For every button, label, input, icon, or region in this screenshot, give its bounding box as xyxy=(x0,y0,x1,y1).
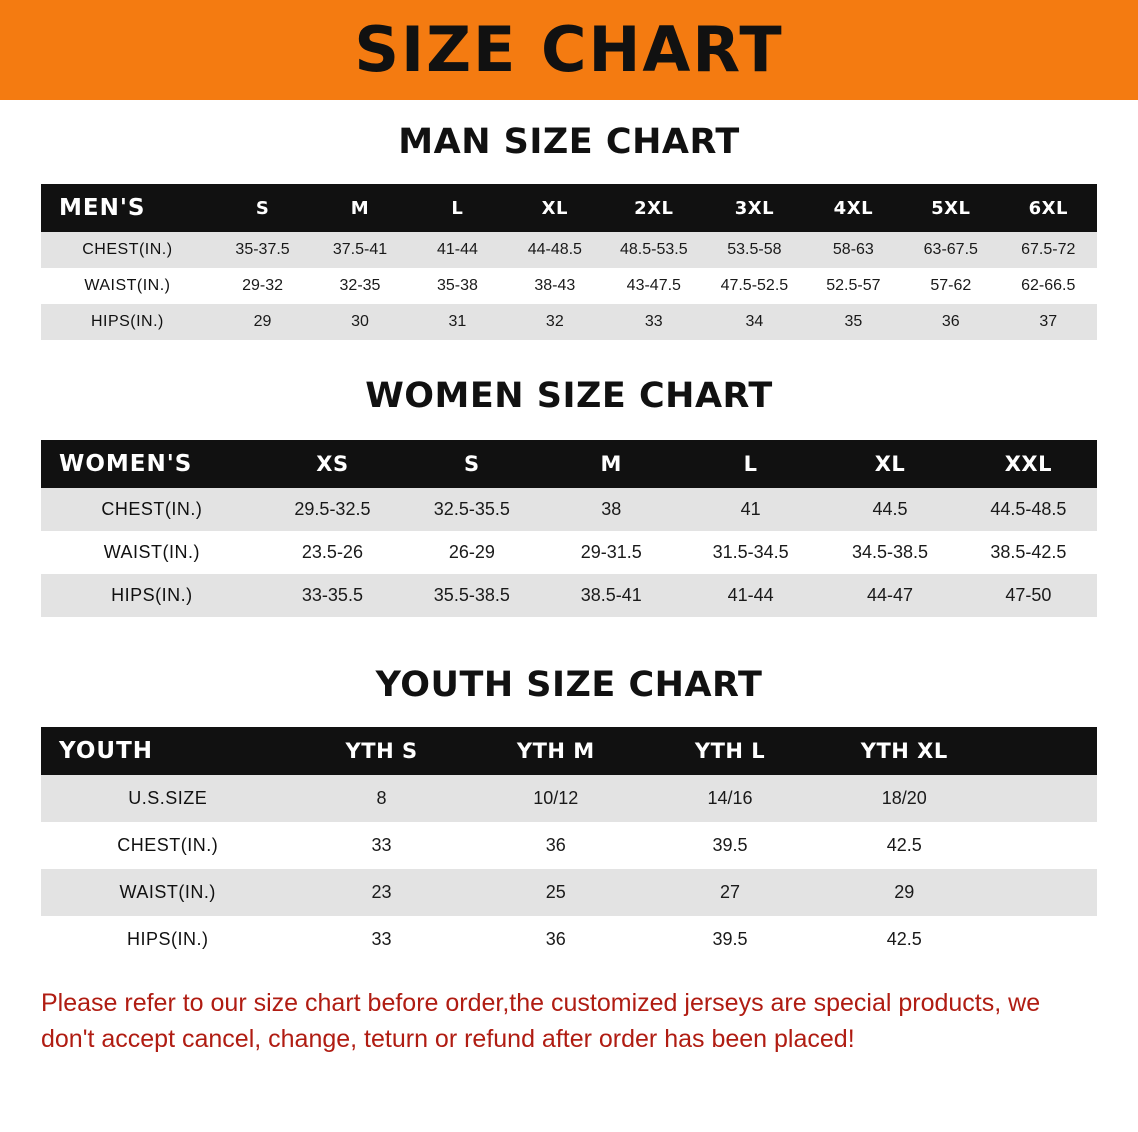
youth-table-head xyxy=(41,727,1097,775)
row-label: CHEST(IN.) xyxy=(41,232,214,268)
man-table-head xyxy=(41,184,1097,232)
cell: 44-48.5 xyxy=(506,232,603,268)
women-section-title: WOMEN SIZE CHART xyxy=(365,376,773,416)
cell: 27 xyxy=(643,869,817,916)
table-row xyxy=(41,822,1097,869)
page-title: SIZE CHART xyxy=(354,13,784,86)
table-header-row xyxy=(41,440,1097,488)
table-row xyxy=(41,268,1097,304)
cell: 26-29 xyxy=(402,531,541,574)
youth-header-cell: YTH XL xyxy=(817,727,991,775)
cell-spacer xyxy=(991,822,1097,869)
cell: 41-44 xyxy=(409,232,506,268)
man-header-cell: XL xyxy=(506,184,603,232)
cell: 35.5-38.5 xyxy=(402,574,541,617)
women-table-wrapper xyxy=(41,440,1097,617)
cell: 42.5 xyxy=(817,916,991,963)
order-policy-note: Please refer to our size chart before order,the customized jerseys are special products, we don't accept cancel, change, teturn or refund after order has been placed! xyxy=(41,989,1041,1054)
row-label: HIPS(IN.) xyxy=(41,574,263,617)
row-label: CHEST(IN.) xyxy=(41,488,263,531)
table-row xyxy=(41,232,1097,268)
cell: 8 xyxy=(294,775,468,822)
cell: 38 xyxy=(542,488,681,531)
youth-table-body xyxy=(41,775,1097,963)
row-label: CHEST(IN.) xyxy=(41,822,294,869)
row-label: WAIST(IN.) xyxy=(41,268,214,304)
women-header-cell: M xyxy=(542,440,681,488)
row-label: WAIST(IN.) xyxy=(41,869,294,916)
man-header-cell: 4XL xyxy=(805,184,902,232)
cell: 18/20 xyxy=(817,775,991,822)
women-header-cell: XS xyxy=(263,440,402,488)
table-header-row xyxy=(41,184,1097,232)
women-header-cell: S xyxy=(402,440,541,488)
cell: 29-32 xyxy=(214,268,311,304)
cell: 35 xyxy=(805,304,902,340)
table-row xyxy=(41,531,1097,574)
cell: 48.5-53.5 xyxy=(604,232,705,268)
man-header-cell: 3XL xyxy=(704,184,805,232)
row-label: U.S.SIZE xyxy=(41,775,294,822)
youth-table-wrapper xyxy=(41,727,1097,963)
table-row xyxy=(41,916,1097,963)
cell: 44.5 xyxy=(820,488,959,531)
cell: 23.5-26 xyxy=(263,531,402,574)
cell: 39.5 xyxy=(643,822,817,869)
table-row xyxy=(41,488,1097,531)
cell: 33-35.5 xyxy=(263,574,402,617)
cell: 33 xyxy=(294,916,468,963)
cell: 37.5-41 xyxy=(311,232,408,268)
table-row xyxy=(41,869,1097,916)
cell: 38.5-42.5 xyxy=(960,531,1097,574)
man-table-wrapper xyxy=(41,184,1097,340)
table-header-row xyxy=(41,727,1097,775)
cell: 47-50 xyxy=(960,574,1097,617)
women-header-cell: WOMEN'S xyxy=(41,440,263,488)
cell: 33 xyxy=(604,304,705,340)
women-size-table xyxy=(41,440,1097,617)
table-row xyxy=(41,304,1097,340)
youth-section-title: YOUTH SIZE CHART xyxy=(375,665,763,705)
cell: 38.5-41 xyxy=(542,574,681,617)
youth-header-cell: YTH L xyxy=(643,727,817,775)
man-header-cell: 5XL xyxy=(902,184,999,232)
man-size-table xyxy=(41,184,1097,340)
cell: 34.5-38.5 xyxy=(820,531,959,574)
cell: 67.5-72 xyxy=(1000,232,1098,268)
women-header-cell: L xyxy=(681,440,820,488)
cell: 10/12 xyxy=(469,775,643,822)
cell: 44-47 xyxy=(820,574,959,617)
cell: 43-47.5 xyxy=(604,268,705,304)
row-label: HIPS(IN.) xyxy=(41,916,294,963)
cell: 36 xyxy=(469,822,643,869)
cell-spacer xyxy=(991,869,1097,916)
table-row xyxy=(41,574,1097,617)
cell: 41 xyxy=(681,488,820,531)
cell: 37 xyxy=(1000,304,1098,340)
cell: 52.5-57 xyxy=(805,268,902,304)
man-header-cell: 6XL xyxy=(1000,184,1098,232)
cell: 35-38 xyxy=(409,268,506,304)
cell: 36 xyxy=(469,916,643,963)
man-header-cell: L xyxy=(409,184,506,232)
table-row xyxy=(41,775,1097,822)
cell: 47.5-52.5 xyxy=(704,268,805,304)
women-table-body xyxy=(41,488,1097,617)
cell: 29.5-32.5 xyxy=(263,488,402,531)
cell: 62-66.5 xyxy=(1000,268,1098,304)
women-table-head xyxy=(41,440,1097,488)
youth-header-cell: YTH S xyxy=(294,727,468,775)
man-header-cell: M xyxy=(311,184,408,232)
man-table-body xyxy=(41,232,1097,340)
cell: 32 xyxy=(506,304,603,340)
cell: 31 xyxy=(409,304,506,340)
youth-size-table xyxy=(41,727,1097,963)
cell: 63-67.5 xyxy=(902,232,999,268)
cell: 53.5-58 xyxy=(704,232,805,268)
youth-header-spacer xyxy=(991,727,1097,775)
youth-header-cell: YOUTH xyxy=(41,727,294,775)
man-header-cell: MEN'S xyxy=(41,184,214,232)
row-label: WAIST(IN.) xyxy=(41,531,263,574)
cell: 29 xyxy=(817,869,991,916)
cell: 32-35 xyxy=(311,268,408,304)
man-section-title: MAN SIZE CHART xyxy=(398,122,740,162)
cell-spacer xyxy=(991,916,1097,963)
banner xyxy=(0,0,1138,100)
cell: 31.5-34.5 xyxy=(681,531,820,574)
cell: 23 xyxy=(294,869,468,916)
cell: 57-62 xyxy=(902,268,999,304)
cell: 39.5 xyxy=(643,916,817,963)
cell: 34 xyxy=(704,304,805,340)
cell: 33 xyxy=(294,822,468,869)
cell: 35-37.5 xyxy=(214,232,311,268)
cell: 58-63 xyxy=(805,232,902,268)
cell: 41-44 xyxy=(681,574,820,617)
cell: 36 xyxy=(902,304,999,340)
cell: 14/16 xyxy=(643,775,817,822)
man-header-cell: S xyxy=(214,184,311,232)
cell: 42.5 xyxy=(817,822,991,869)
youth-header-cell: YTH M xyxy=(469,727,643,775)
cell: 30 xyxy=(311,304,408,340)
women-header-cell: XXL xyxy=(960,440,1097,488)
cell: 44.5-48.5 xyxy=(960,488,1097,531)
man-header-cell: 2XL xyxy=(604,184,705,232)
cell: 29 xyxy=(214,304,311,340)
cell: 38-43 xyxy=(506,268,603,304)
women-header-cell: XL xyxy=(820,440,959,488)
cell-spacer xyxy=(991,775,1097,822)
cell: 32.5-35.5 xyxy=(402,488,541,531)
row-label: HIPS(IN.) xyxy=(41,304,214,340)
cell: 25 xyxy=(469,869,643,916)
cell: 29-31.5 xyxy=(542,531,681,574)
